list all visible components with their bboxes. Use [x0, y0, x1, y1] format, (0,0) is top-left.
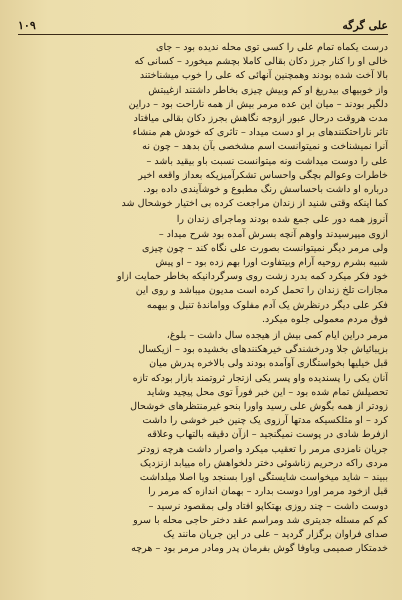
text-line: تحصیلش تمام شده بود – این خبر فوراً توی محل پیچید وشاید — [146, 386, 388, 398]
chapter-title: علی گرگه — [342, 19, 388, 32]
text-line: تاثر ناراحتکنندهای بر او دست میداد – تاثری که خودش هم منشاء — [132, 127, 388, 139]
text-line: آنان یکی را پسندیده واو پسر یکی ازتجار ثروتمند بازار بودکه تازه — [132, 372, 388, 384]
text-line: علی را دوست میداشت ونه میتوانست نسبت باو بیقید باشد – — [146, 155, 388, 167]
text-line: کما اینکه وقتی شنید از زندان مراجعت کرده بی اختیار خوشحال شد — [121, 198, 388, 210]
text-line: مجازات تلخ زندان را تحمل کرده است مدیون میباشد و روی این — [135, 285, 388, 297]
text-line: ازوی میپرسیدند واوهم آنچه بسرش آمده بود شرح میداد – — [158, 228, 388, 240]
text-line: بالا آخت شده بودند وهمچنین آنهائی که علی را خوب میشناختند — [139, 70, 388, 82]
text-line: شبیه بشرم روحیه آرام وبیتفاوت اورا بهم زده بود – او پیش — [155, 257, 388, 269]
text-line: صدای فراوان برگزار گردید – علی در این جریان مانند یک — [163, 528, 388, 540]
text-line: خاطرات وعوالم بچگی واحساس تشکرآمیزیکه بعداز واقعه اخیر — [138, 169, 388, 181]
text-line: ولی مرمر دیگر نمیتوانست بصورت علی نگاه کند – چون چیزی — [141, 242, 388, 254]
text-line: خدمتکار صمیمی وباوفا گوش بفرمان پدر ومادر مرمر بود – هرچه — [131, 543, 388, 555]
text-line: ازفرط شادی در پوست نمیگنجید – ازآن دقیقه بالتهاب وعلاقه — [147, 429, 388, 441]
page-number: ۱۰۹ — [18, 19, 36, 32]
text-line: کم کم مسئله جدیتری شد ومراسم عقد دختر حاجی محله با سرو — [133, 514, 388, 526]
text-line: خود فکر میکرد کمه بدرد زشت روی وسرگردانیکه بخاطر حمایت ازاو — [116, 271, 388, 283]
text-line: آنروز همه دور علی جمع شده بودند وماجرای زندان را — [176, 214, 388, 226]
text-line: جریان نامزدی مرمر را تعقیب میکرد واصرار داشت هرچه زودتر — [137, 443, 388, 455]
text-line: فکر علی دیگر درنظرش یک آدم مفلوک وواماندهٔ تنبل و بیهمه — [146, 299, 388, 311]
text-line: درباره او داشت باحساسش رنگ مطبوع و خوشآیندی داده بود. — [143, 184, 388, 196]
text-line: درست یکماه تمام علی را کسی توی محله ندیده بود – جای — [155, 42, 388, 53]
text-line: کرد – او مثلکسیکه مدتها آرزوی یک چنین خبر خوشی را داشت — [142, 415, 388, 427]
text-line: فوق مردم معمولی جلوه میکرد. — [261, 313, 388, 325]
body-text — [18, 41, 388, 556]
text-line: ببیند – شاید میخواست شایستگی اورا بسنجد ویا اصلا میلداشت — [139, 472, 388, 484]
text-line: آنرا نمیشناخت و نمیتوانست اسم مشخصی بآن بدهد – چون نه — [142, 141, 388, 153]
text-line: قبل خیلیها بخواستگاری آوآمده بودند ولی بالاخره پدرش میان — [149, 358, 388, 370]
text-line: واز خوبیهای بیدریغ او کم وبیش چیزی بخاطر داشتند ازغیبتش — [148, 84, 388, 96]
page-header — [18, 8, 388, 32]
text-line: قبل ازخود مرمر اورا دوست بدارد – بهمان اندازه که مرمر را — [148, 486, 388, 498]
text-line: بزیبائیاش جلا ودرخشندگی خیرهکنندهای بخشیده بود – ازیکسال — [138, 344, 388, 356]
text-line: دلگیر بودند – میان این عده مرمر بیش از همه ناراحت بود – دراین — [128, 98, 388, 110]
text-line: دوست داشت – چند روزی بهتکاپو افتاد ولی بمقصود نرسید – — [148, 500, 388, 512]
text-line: مرمر دراین ایام کمی بیش از هیجده سال داشت – بلوغ، — [166, 330, 388, 342]
text-line: مدت هروقت درحال عبور ازوجه نگاهش بجرز دکان بقالی میافتاد — [133, 113, 388, 125]
text-line: خالی او را کنار جرز دکان بقالی کاملا بچشم میخورد – کسانی که — [134, 56, 388, 68]
text-line: زودتر از همه بگوش علی رسید واورا بنحو غیرمنتظرهای خوشحال — [130, 401, 388, 413]
text-line: مردی راکه درحریم زناشوئی دختر دلخواهش راه مییابد ازنزدیک — [139, 457, 388, 469]
header-rule — [18, 34, 388, 35]
